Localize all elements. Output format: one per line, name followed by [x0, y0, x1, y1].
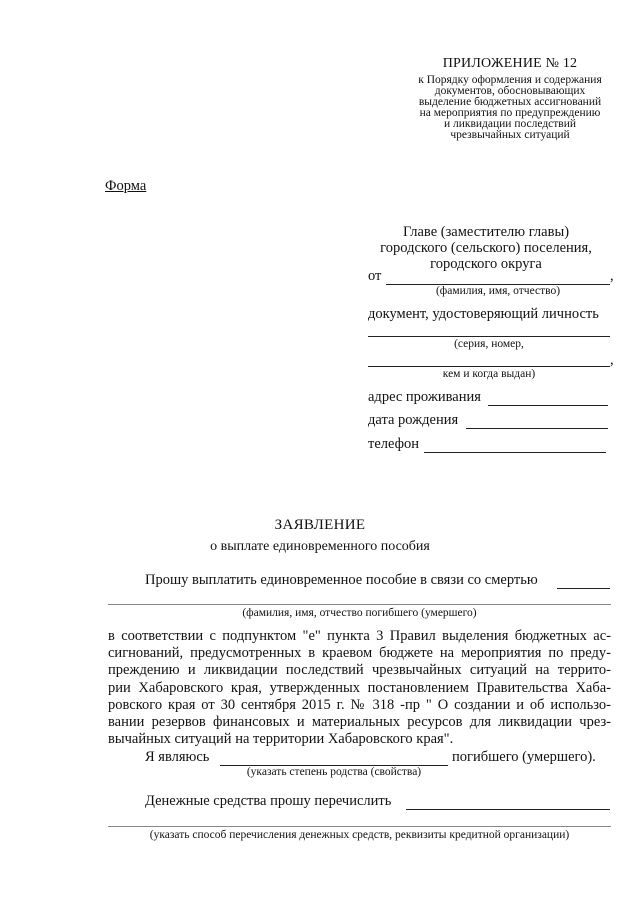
relation-prefix: Я являюсь: [145, 749, 210, 765]
deceased-caption: (фамилия, имя, отчество погибшего (умершего): [242, 607, 477, 619]
relation-caption: (указать степень родства (свойства): [246, 766, 422, 778]
appendix-note-line: выделение бюджетных ассигнований: [418, 96, 602, 108]
request-field[interactable]: [557, 588, 610, 589]
appendix-title: ПРИЛОЖЕНИЕ № 12: [442, 56, 578, 71]
birth-label: дата рождения: [368, 412, 459, 428]
from-label: от: [368, 268, 382, 284]
addressee-line: городского округа: [430, 256, 542, 272]
body-line: рии Хабаровского края, утвержденных постановлением Правительства Хаба-: [108, 679, 611, 696]
phone-label: телефон: [368, 436, 420, 452]
document-field[interactable]: [368, 336, 610, 337]
statement-body: [108, 628, 611, 748]
issued-caption: кем и когда выдан): [442, 368, 536, 380]
deceased-field[interactable]: [108, 604, 611, 605]
funds-details-field[interactable]: [108, 826, 611, 827]
statement-subtitle: о выплате единовременного пособия: [210, 539, 430, 554]
document-label: документ, удостоверяющий личность: [368, 306, 599, 322]
body-line: вании резервов финансовых и материальных ресурсов для ликвидации чрез-: [108, 714, 611, 731]
appendix-note-line: к Порядку оформления и содержания: [418, 74, 602, 86]
phone-field[interactable]: [424, 452, 606, 453]
issued-comma: ,: [610, 352, 614, 368]
body-line: вычайных ситуаций на территории Хабаровского края".: [108, 731, 454, 748]
addressee-line: городского (сельского) поселения,: [380, 240, 592, 256]
issued-field[interactable]: [368, 366, 610, 367]
body-line: преждению и ликвидации последствий чрезвычайных ситуаций на террито-: [108, 662, 611, 679]
body-line: сигнований, предусмотренных в краевом бюджете на мероприятия по преду-: [108, 645, 611, 662]
funds-caption: (указать способ перечисления денежных средств, реквизиты кредитной организации): [149, 829, 570, 841]
request-text: Прошу выплатить единовременное пособие в связи со смертью: [145, 572, 538, 588]
appendix-note-line: чрезвычайных ситуаций: [450, 129, 570, 141]
address-label: адрес проживания: [368, 389, 481, 405]
form-label: Форма: [105, 178, 147, 194]
appendix-note: [380, 75, 640, 141]
body-line: в соответствии с подпунктом "е" пункта 3 Правил выделения бюджетных ас-: [108, 628, 611, 644]
addressee-block: [360, 224, 612, 272]
appendix-note-line: документов, обосновывающих: [434, 85, 586, 97]
relation-suffix: погибшего (умершего).: [452, 749, 596, 765]
appendix-note-line: и ликвидации последствий: [443, 118, 577, 130]
birth-field[interactable]: [466, 428, 608, 429]
funds-label: Денежные средства прошу перечислить: [145, 793, 392, 809]
statement-title: ЗАЯВЛЕНИЕ: [274, 517, 366, 533]
funds-field[interactable]: [406, 809, 610, 810]
from-comma: ,: [610, 268, 614, 284]
body-line: ровского края от 30 сентября 2015 г. № 318 -пр " О создании и об использо-: [108, 696, 611, 713]
appendix-note-line: на мероприятия по предупреждению: [419, 107, 601, 119]
addressee-line: Главе (заместителю главы): [402, 224, 570, 240]
from-caption: (фамилия, имя, отчество): [435, 285, 561, 297]
address-field[interactable]: [488, 405, 608, 406]
series-caption: (серия, номер,: [454, 338, 524, 350]
